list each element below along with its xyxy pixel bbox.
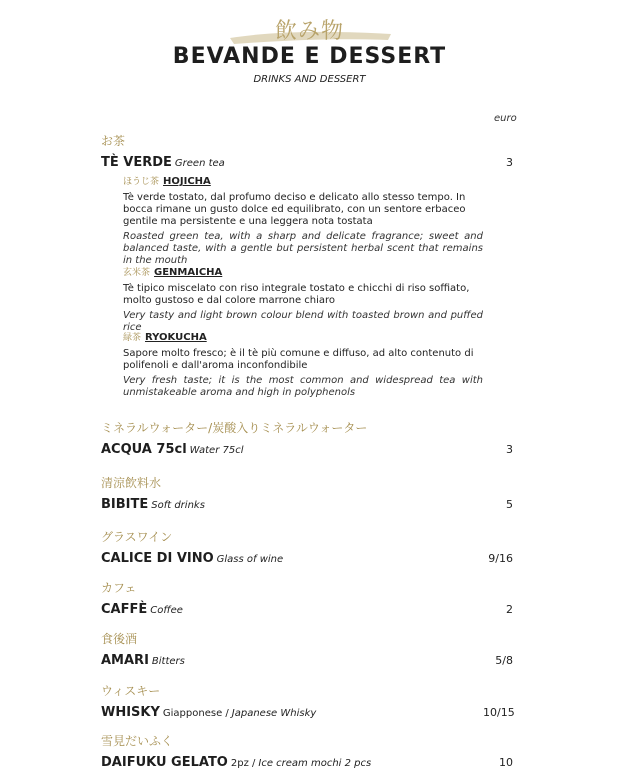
tea-variety-hojicha	[123, 174, 483, 267]
item-english-name: Coffee	[150, 605, 183, 616]
japanese-title: 飲み物	[274, 19, 344, 44]
variety-description-italian: Tè verde tostato, dal profumo deciso e delicato allo stesso tempo. In bocca rimane un gusto dolce ed equilibrato, con un sentore erbaceo gentile ma persistente e una leggera nota tostata	[123, 192, 466, 227]
item-name: ACQUA 75cl	[101, 442, 187, 457]
item-name: CALICE DI VINO	[101, 551, 214, 566]
item-price: 2	[506, 603, 513, 616]
item-english-name: Soft drinks	[151, 500, 205, 511]
menu-item-whisky	[101, 684, 521, 720]
variety-description-english: Very tasty and light brown colour blend with toasted brown and puffed rice	[123, 310, 483, 333]
menu-item-coffee	[101, 581, 521, 617]
variety-name: HOJICHA	[163, 176, 211, 187]
item-japanese-name: 清涼飲料水	[101, 476, 162, 490]
item-japanese-name: グラスワイン	[101, 530, 173, 544]
item-japanese-name: ウィスキー	[101, 684, 161, 698]
item-name: WHISKY	[101, 705, 160, 720]
variety-japanese-name: ほうじ茶	[123, 177, 160, 187]
item-price: 5/8	[495, 654, 513, 667]
item-japanese-name: 食後酒	[101, 632, 138, 646]
item-english-name: Water 75cl	[189, 445, 244, 456]
item-price: 3	[506, 156, 513, 169]
item-japanese-name: 雪見だいふく	[101, 734, 174, 748]
item-name: DAIFUKU GELATO	[101, 755, 228, 770]
item-price: 9/16	[488, 552, 513, 565]
variety-description-english: Roasted green tea, with a sharp and delicate fragrance; sweet and balanced taste, with a gentle but persistent herbal scent that remains in the mouth	[123, 231, 483, 266]
item-price: 3	[506, 443, 513, 456]
item-english-prefix: 2pz /	[230, 758, 256, 769]
item-name: AMARI	[101, 653, 149, 668]
menu-item-water	[101, 421, 521, 457]
item-name: CAFFÈ	[101, 602, 148, 617]
variety-description-italian: Tè tipico miscelato con riso integrale tostato e chicchi di riso soffiato, molto gustoso e dal colore marrone chiaro	[123, 283, 470, 306]
item-price: 10/15	[483, 706, 515, 719]
variety-description-english: Very fresh taste; it is the most common and widespread tea with unmistakeable aroma and high in polyphenols	[123, 375, 483, 398]
menu-item-soft-drinks	[101, 476, 521, 512]
menu-item-glass-of-wine	[101, 530, 521, 566]
item-name: BIBITE	[101, 497, 149, 512]
item-price: 5	[506, 498, 513, 511]
currency-label: euro	[494, 113, 517, 124]
item-japanese-name: お茶	[101, 134, 126, 148]
item-english-name: Bitters	[151, 656, 185, 667]
page-title: BEVANDE E DESSERT	[172, 44, 447, 69]
item-japanese-name: カフェ	[101, 581, 137, 595]
variety-name: RYOKUCHA	[145, 332, 207, 343]
item-english-name: Glass of wine	[216, 554, 284, 565]
tea-variety-genmaicha	[123, 265, 483, 334]
variety-japanese-name: 玄米茶	[123, 268, 151, 278]
variety-name: GENMAICHA	[154, 267, 223, 278]
item-english-name: Japanese Whisky	[231, 708, 317, 719]
tea-variety-ryokucha	[123, 330, 483, 399]
item-english-name: Green tea	[174, 158, 225, 169]
variety-description-italian: Sapore molto fresco; è il tè più comune e diffuso, ad alto contenuto di polifenoli e dall'aroma inconfondibile	[123, 348, 474, 371]
item-price: 10	[499, 756, 513, 769]
item-english-name: Ice cream mochi 2 pcs	[258, 758, 372, 769]
menu-item-green-tea	[101, 134, 521, 170]
page-subtitle: DRINKS AND DESSERT	[253, 74, 366, 85]
menu-item-bitters	[101, 632, 521, 668]
item-english-prefix: Giapponese /	[162, 708, 229, 719]
variety-japanese-name: 緑茶	[123, 333, 142, 343]
item-name: TÈ VERDE	[101, 155, 172, 170]
menu-item-daifuku-gelato	[101, 734, 521, 770]
item-japanese-name: ミネラルウォーター/炭酸入りミネラルウォーター	[101, 421, 368, 435]
